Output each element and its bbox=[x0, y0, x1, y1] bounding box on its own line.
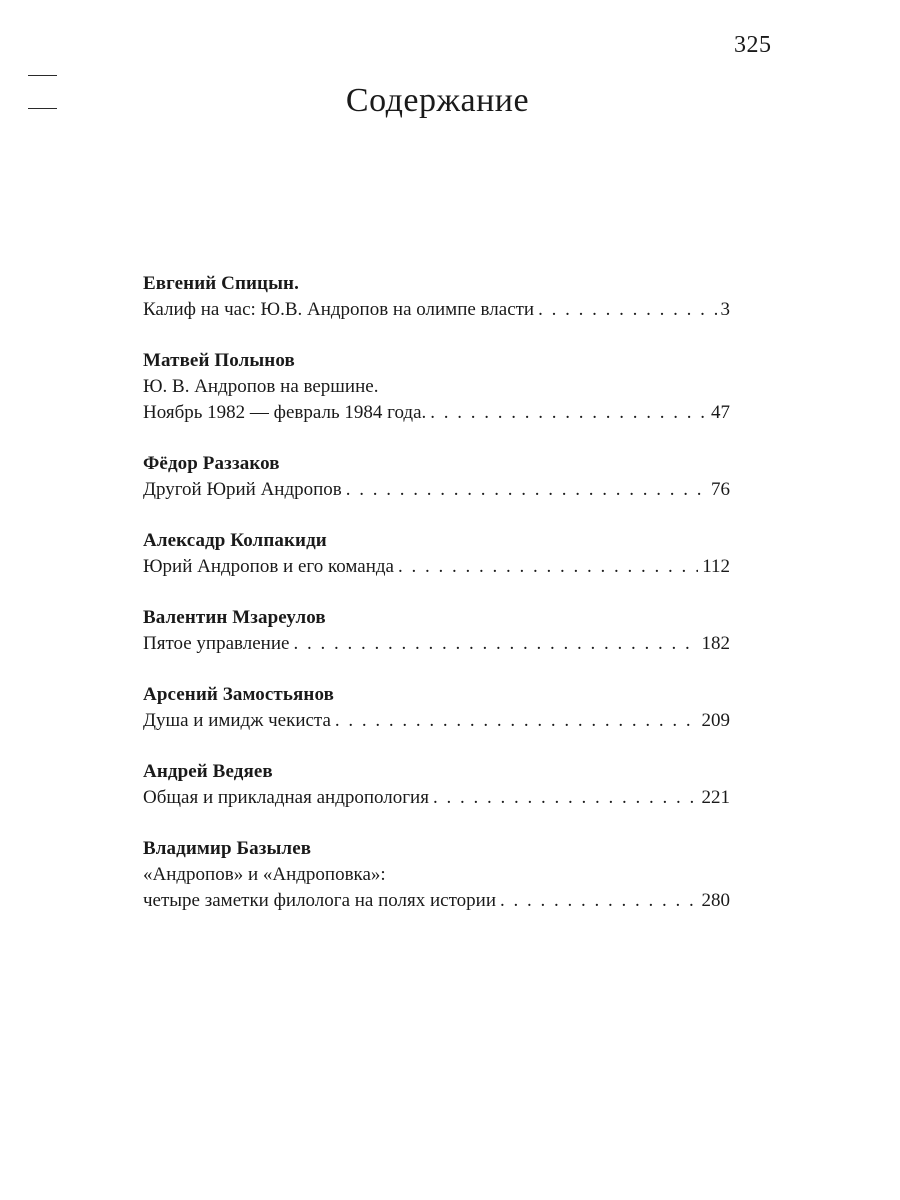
toc-title-line bbox=[143, 631, 730, 657]
toc-page-number: 76 bbox=[711, 479, 730, 500]
toc-author: Алексадр Колпакиди bbox=[143, 530, 327, 551]
toc-entry bbox=[143, 528, 730, 580]
toc-author: Евгений Спицын. bbox=[143, 273, 299, 294]
toc-title-line bbox=[143, 400, 730, 426]
toc-entry bbox=[143, 348, 730, 426]
toc-title-line bbox=[143, 477, 730, 503]
toc-title: Пятое управление bbox=[143, 633, 290, 654]
toc-author: Матвей Полынов bbox=[143, 350, 295, 371]
toc-title: Юрий Андропов и его команда bbox=[143, 556, 394, 577]
toc-author: Фёдор Раззаков bbox=[143, 453, 280, 474]
toc-title-continued: четыре заметки филолога на полях истории bbox=[143, 890, 496, 911]
page-title: Содержание bbox=[345, 82, 530, 119]
dot-leader bbox=[335, 708, 698, 734]
toc-entry bbox=[143, 836, 730, 914]
dot-leader bbox=[398, 554, 698, 580]
dot-leader bbox=[430, 400, 707, 426]
toc-title-line bbox=[143, 888, 730, 914]
margin-mark-top bbox=[28, 75, 57, 76]
toc-page-number: 182 bbox=[701, 633, 730, 654]
toc-title-line bbox=[143, 708, 730, 734]
dot-leader bbox=[538, 297, 716, 323]
toc-author: Арсений Замостьянов bbox=[143, 684, 334, 705]
dot-leader bbox=[500, 888, 698, 914]
toc-title-line bbox=[143, 297, 730, 323]
toc-title: Другой Юрий Андропов bbox=[143, 479, 342, 500]
toc-entry bbox=[143, 271, 730, 323]
toc-title: Душа и имидж чекиста bbox=[143, 710, 331, 731]
toc-entry bbox=[143, 682, 730, 734]
toc-author: Валентин Мзареулов bbox=[143, 607, 326, 628]
toc-title-continued: Ноябрь 1982 — февраль 1984 года. bbox=[143, 402, 427, 423]
toc-title: «Андропов» и «Андроповка»: bbox=[143, 864, 386, 885]
toc-page-number: 3 bbox=[720, 299, 730, 320]
toc-title-line bbox=[143, 785, 730, 811]
page-number: 325 bbox=[734, 32, 772, 58]
toc-page-number: 47 bbox=[711, 402, 730, 423]
toc-page-number: 209 bbox=[701, 710, 730, 731]
toc-author: Владимир Базылев bbox=[143, 838, 312, 859]
toc-title: Общая и прикладная андропология bbox=[143, 787, 429, 808]
toc-page-number: 280 bbox=[701, 890, 730, 911]
toc-title-line bbox=[143, 554, 730, 580]
toc-title: Ю. В. Андропов на вершине. bbox=[143, 376, 379, 397]
dot-leader bbox=[293, 631, 697, 657]
toc-page-number: 221 bbox=[701, 787, 730, 808]
toc-author: Андрей Ведяев bbox=[143, 761, 273, 782]
toc-entry bbox=[143, 451, 730, 503]
dot-leader bbox=[346, 477, 707, 503]
toc-entry bbox=[143, 605, 730, 657]
toc-title: Калиф на час: Ю.В. Андропов на олимпе власти bbox=[143, 299, 535, 320]
table-of-contents bbox=[143, 271, 730, 939]
toc-page-number: 112 bbox=[702, 556, 730, 577]
dot-leader bbox=[433, 785, 698, 811]
toc-entry bbox=[143, 759, 730, 811]
